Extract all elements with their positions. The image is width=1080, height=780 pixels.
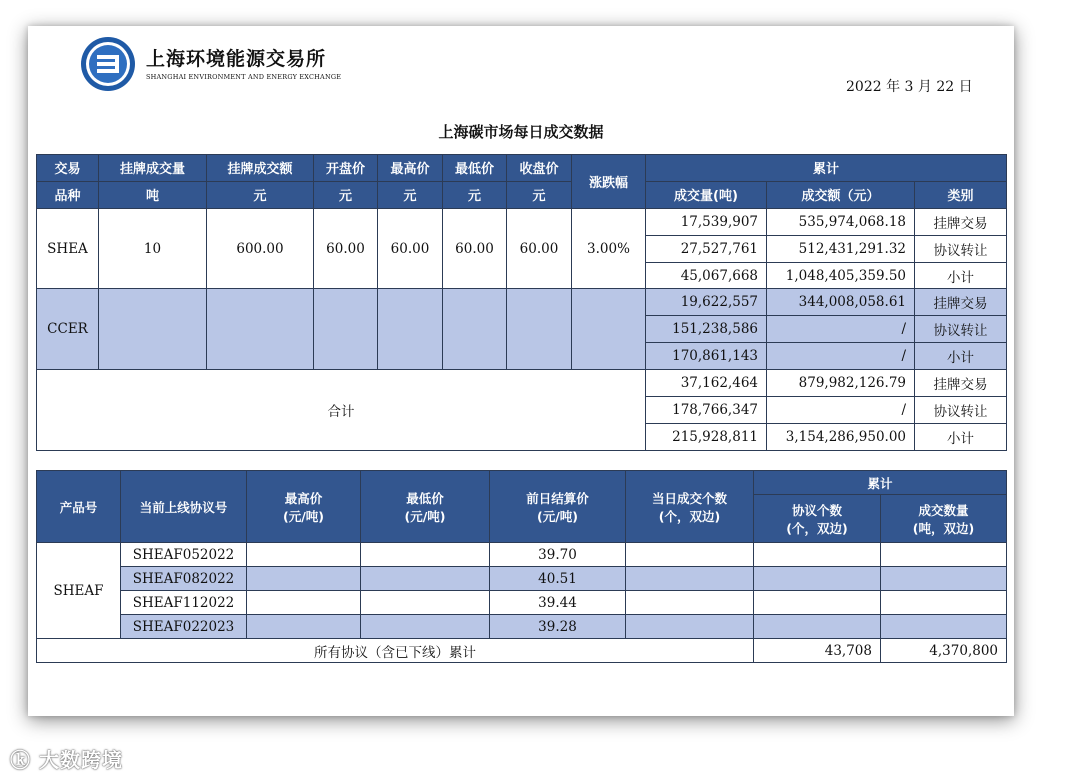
unit-listed-amount: 元 bbox=[207, 181, 314, 208]
header-product-top: 交易 bbox=[37, 155, 99, 182]
cum-volume-cell: 151,238,586 bbox=[646, 316, 767, 343]
unit-high: 元 bbox=[378, 181, 443, 208]
cum-amount-cell: 344,008,058.61 bbox=[767, 289, 915, 316]
cum-amount-cell: / bbox=[767, 397, 915, 424]
cum-amount-cell: 512,431,291.32 bbox=[767, 235, 915, 262]
shea-close: 60.00 bbox=[507, 208, 572, 289]
table-row bbox=[37, 289, 1007, 316]
settle-cell: 40.51 bbox=[490, 567, 626, 591]
header-cum-type: 类别 bbox=[915, 181, 1007, 208]
unit-open: 元 bbox=[314, 181, 378, 208]
header-cum-count-label: 协议个数 bbox=[791, 502, 842, 518]
footer-count: 43,708 bbox=[754, 639, 881, 663]
cum-type-cell: 挂牌交易 bbox=[915, 370, 1007, 397]
exchange-logo-icon bbox=[80, 36, 136, 92]
header-low-label: 最低价 bbox=[406, 490, 444, 506]
empty-cell bbox=[99, 289, 207, 370]
empty-cell bbox=[247, 567, 361, 591]
cum-type-cell: 小计 bbox=[915, 262, 1007, 289]
shea-change: 3.00% bbox=[572, 208, 646, 289]
header-low: 最低价 bbox=[443, 155, 507, 182]
daily-trading-table bbox=[36, 154, 1007, 451]
table-row bbox=[37, 567, 1007, 591]
header-listed-volume: 挂牌成交量 bbox=[99, 155, 207, 182]
header-cum-qty bbox=[881, 495, 1007, 543]
header-cum-count bbox=[754, 495, 881, 543]
header-settle-label: 前日结算价 bbox=[526, 490, 589, 506]
cum-volume-cell: 27,527,761 bbox=[646, 235, 767, 262]
org-name-cn: 上海环境能源交易所 bbox=[146, 48, 327, 70]
empty-cell bbox=[626, 543, 754, 567]
settle-cell: 39.44 bbox=[490, 591, 626, 615]
table-row bbox=[37, 370, 1007, 397]
cum-amount-cell: 535,974,068.18 bbox=[767, 208, 915, 235]
cum-volume-cell: 45,067,668 bbox=[646, 262, 767, 289]
cum-volume-cell: 37,162,464 bbox=[646, 370, 767, 397]
header-high: 最高价 bbox=[378, 155, 443, 182]
header-change: 涨跌幅 bbox=[572, 155, 646, 209]
shea-amount: 600.00 bbox=[207, 208, 314, 289]
cum-type-cell: 协议转让 bbox=[915, 235, 1007, 262]
cum-volume-cell: 19,622,557 bbox=[646, 289, 767, 316]
empty-cell bbox=[247, 615, 361, 639]
unit-close: 元 bbox=[507, 181, 572, 208]
empty-cell bbox=[378, 289, 443, 370]
empty-cell bbox=[247, 591, 361, 615]
header-cum-qty-label: 成交数量 bbox=[918, 502, 969, 518]
empty-cell bbox=[361, 567, 490, 591]
futures-table bbox=[36, 470, 1007, 663]
footer-qty: 4,370,800 bbox=[881, 639, 1007, 663]
table-row bbox=[37, 208, 1007, 235]
header-product-bottom: 品种 bbox=[37, 181, 99, 208]
header-cum-count-unit: (个，双边) bbox=[786, 520, 848, 536]
footer-label: 所有协议（含已下线）累计 bbox=[37, 639, 754, 663]
header-daily-count-label: 当日成交个数 bbox=[651, 490, 727, 506]
empty-cell bbox=[626, 567, 754, 591]
empty-cell bbox=[361, 615, 490, 639]
header-close: 收盘价 bbox=[507, 155, 572, 182]
header-open: 开盘价 bbox=[314, 155, 378, 182]
watermark-text: 大数跨境 bbox=[38, 748, 123, 772]
contract-cell: SHEAF052022 bbox=[121, 543, 247, 567]
header-cum-amount: 成交额（元） bbox=[767, 181, 915, 208]
empty-cell bbox=[626, 615, 754, 639]
cum-amount-cell: 3,154,286,950.00 bbox=[767, 423, 915, 450]
cum-amount-cell: / bbox=[767, 343, 915, 370]
header-low-unit: (元/吨) bbox=[404, 508, 446, 524]
empty-cell bbox=[754, 567, 881, 591]
shea-volume: 10 bbox=[99, 208, 207, 289]
settle-cell: 39.70 bbox=[490, 543, 626, 567]
shea-open: 60.00 bbox=[314, 208, 378, 289]
report-title: 上海碳市场每日成交数据 bbox=[438, 123, 604, 141]
cum-volume-cell: 178,766,347 bbox=[646, 397, 767, 424]
header-contract: 当前上线协议号 bbox=[121, 471, 247, 543]
empty-cell bbox=[881, 591, 1007, 615]
cum-amount-cell: 879,982,126.79 bbox=[767, 370, 915, 397]
header-cum-volume: 成交量(吨) bbox=[646, 181, 767, 208]
empty-cell bbox=[443, 289, 507, 370]
header-cum-qty-unit: (吨，双边) bbox=[912, 520, 975, 536]
cum-type-cell: 协议转让 bbox=[915, 397, 1007, 424]
table-row bbox=[37, 591, 1007, 615]
header-product-no: 产品号 bbox=[37, 471, 121, 543]
header-daily-count bbox=[626, 471, 754, 543]
table-row bbox=[37, 615, 1007, 639]
cum-type-cell: 挂牌交易 bbox=[915, 208, 1007, 235]
total-label: 合计 bbox=[37, 370, 646, 451]
header-low bbox=[361, 471, 490, 543]
header-high-label: 最高价 bbox=[284, 490, 323, 506]
contract-cell: SHEAF022023 bbox=[121, 615, 247, 639]
header-daily-count-unit: (个，双边) bbox=[658, 508, 721, 524]
watermark-logo-icon: ⓚ bbox=[10, 748, 31, 772]
cum-volume-cell: 170,861,143 bbox=[646, 343, 767, 370]
empty-cell bbox=[754, 543, 881, 567]
watermark bbox=[10, 744, 123, 773]
contract-cell: SHEAF082022 bbox=[121, 567, 247, 591]
empty-cell bbox=[881, 543, 1007, 567]
cum-volume-cell: 17,539,907 bbox=[646, 208, 767, 235]
product-ccer: CCER bbox=[37, 289, 99, 370]
empty-cell bbox=[361, 591, 490, 615]
cum-type-cell: 小计 bbox=[915, 343, 1007, 370]
header-cumulative: 累计 bbox=[646, 155, 1007, 182]
header-listed-amount: 挂牌成交额 bbox=[207, 155, 314, 182]
cum-type-cell: 协议转让 bbox=[915, 316, 1007, 343]
product-sheaf: SHEAF bbox=[37, 543, 121, 639]
empty-cell bbox=[572, 289, 646, 370]
empty-cell bbox=[361, 543, 490, 567]
header-high bbox=[247, 471, 361, 543]
header-high-unit: (元/吨) bbox=[283, 508, 324, 524]
header-cumulative: 累计 bbox=[754, 471, 1007, 495]
document-page bbox=[28, 26, 1014, 716]
empty-cell bbox=[881, 567, 1007, 591]
report-date: 2022 年 3 月 22 日 bbox=[846, 79, 973, 95]
empty-cell bbox=[626, 591, 754, 615]
empty-cell bbox=[314, 289, 378, 370]
empty-cell bbox=[754, 615, 881, 639]
settle-cell: 39.28 bbox=[490, 615, 626, 639]
header-settle-unit: (元/吨) bbox=[537, 508, 578, 524]
empty-cell bbox=[247, 543, 361, 567]
unit-low: 元 bbox=[443, 181, 507, 208]
empty-cell bbox=[207, 289, 314, 370]
cum-volume-cell: 215,928,811 bbox=[646, 423, 767, 450]
unit-listed-volume: 吨 bbox=[99, 181, 207, 208]
cum-amount-cell: / bbox=[767, 316, 915, 343]
cum-type-cell: 挂牌交易 bbox=[915, 289, 1007, 316]
shea-high: 60.00 bbox=[378, 208, 443, 289]
table-row bbox=[37, 543, 1007, 567]
table-footer-row bbox=[37, 639, 1007, 663]
empty-cell bbox=[507, 289, 572, 370]
cum-type-cell: 小计 bbox=[915, 423, 1007, 450]
header-settle bbox=[490, 471, 626, 543]
cum-amount-cell: 1,048,405,359.50 bbox=[767, 262, 915, 289]
product-shea: SHEA bbox=[37, 208, 99, 289]
empty-cell bbox=[881, 615, 1007, 639]
contract-cell: SHEAF112022 bbox=[121, 591, 247, 615]
empty-cell bbox=[754, 591, 881, 615]
org-name-en: SHANGHAI ENVIRONMENT AND ENERGY EXCHANGE bbox=[146, 73, 342, 81]
shea-low: 60.00 bbox=[443, 208, 507, 289]
